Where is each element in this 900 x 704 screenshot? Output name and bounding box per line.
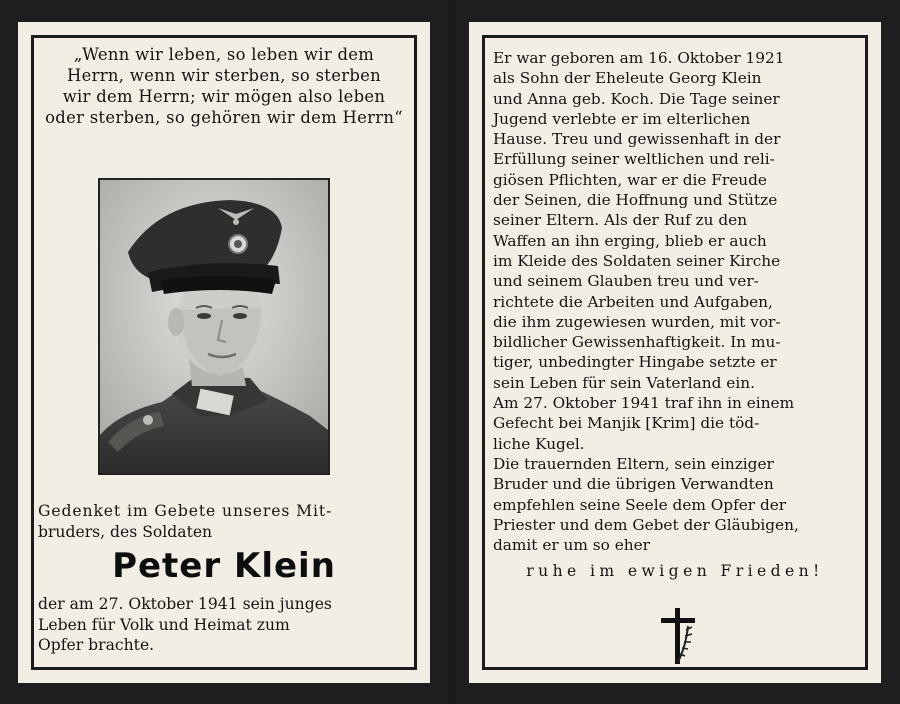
intro-line: bruders, des Soldaten (38, 523, 213, 541)
biography-text (493, 48, 857, 555)
card-paper-left (18, 22, 430, 683)
rest-in-peace-line: ruhe im ewigen Frieden! (526, 562, 824, 580)
bio-line: Gefecht bei Manjik [Krim] die töd- (493, 414, 760, 433)
death-notice-text (38, 594, 408, 656)
portrait-image (100, 180, 328, 473)
bible-verse (42, 44, 406, 128)
bio-line: und Anna geb. Koch. Die Tage seiner (493, 89, 780, 108)
bio-line: seiner Eltern. Als der Ruf zu den (493, 211, 748, 230)
bio-line: richtete die Arbeiten und Aufgaben, (493, 292, 773, 311)
verse-line: wir dem Herrn; wir mögen also leben (62, 87, 386, 106)
black-border-frame-right (482, 35, 868, 670)
verse-line: oder sterben, so gehören wir dem Herrn“ (45, 108, 403, 127)
bio-line: Bruder und die übrigen Verwandten (493, 475, 774, 494)
intro-line: Gedenket im Gebete unseres Mit- (38, 502, 333, 520)
bio-line: Jugend verlebte er im elterlichen (493, 109, 751, 128)
closing-line: der am 27. Oktober 1941 sein junges (38, 595, 332, 613)
bio-line: Priester und dem Gebet der Gläubigen, (493, 515, 799, 534)
bio-line: Waffen an ihn erging, blieb er auch (493, 231, 767, 250)
bio-line: Am 27. Oktober 1941 traf ihn in einem (493, 394, 795, 413)
cross-with-palm-icon (658, 606, 698, 666)
closing-line: Opfer brachte. (38, 636, 155, 654)
bio-line: die ihm zugewiesen wurden, mit vor- (493, 312, 781, 331)
verse-line: Herrn, wenn wir sterben, so sterben (67, 66, 381, 85)
bio-line: liche Kugel. (493, 434, 585, 453)
black-border-frame-left (31, 35, 417, 670)
bio-line: Die trauernden Eltern, sein einziger (493, 454, 774, 473)
memorial-card-right (455, 0, 900, 704)
bio-line: als Sohn der Eheleute Georg Klein (493, 69, 762, 88)
bio-line: im Kleide des Soldaten seiner Kirche (493, 251, 781, 270)
closing-line: Leben für Volk und Heimat zum (38, 615, 290, 634)
bio-line: Hause. Treu und gewissenhaft in der (493, 130, 781, 149)
bio-line: Er war geboren am 16. Oktober 1921 (493, 49, 785, 67)
remembrance-text (38, 501, 408, 543)
bio-line: tiger, unbedingter Hingabe setzte er (493, 353, 777, 372)
bio-line: und seinem Glauben treu und ver- (493, 272, 759, 291)
bio-line: giösen Pflichten, war er die Freude (493, 170, 767, 189)
bio-line: damit er um so eher (493, 536, 650, 555)
bio-line: empfehlen seine Seele dem Opfer der (493, 495, 787, 514)
verse-line: „Wenn wir leben, so leben wir dem (73, 45, 375, 64)
bio-line: der Seinen, die Hoffnung und Stütze (493, 191, 778, 210)
bio-line: Erfüllung seiner weltlichen und reli- (493, 150, 775, 169)
soldier-portrait-photo (98, 178, 330, 475)
bio-line: sein Leben für sein Vaterland ein. (493, 373, 755, 392)
deceased-name: Peter Klein (112, 546, 336, 586)
bio-line: bildlicher Gewissenhaftigkeit. In mu- (493, 333, 781, 352)
card-paper-right (469, 22, 881, 683)
memorial-card-left (0, 0, 447, 704)
